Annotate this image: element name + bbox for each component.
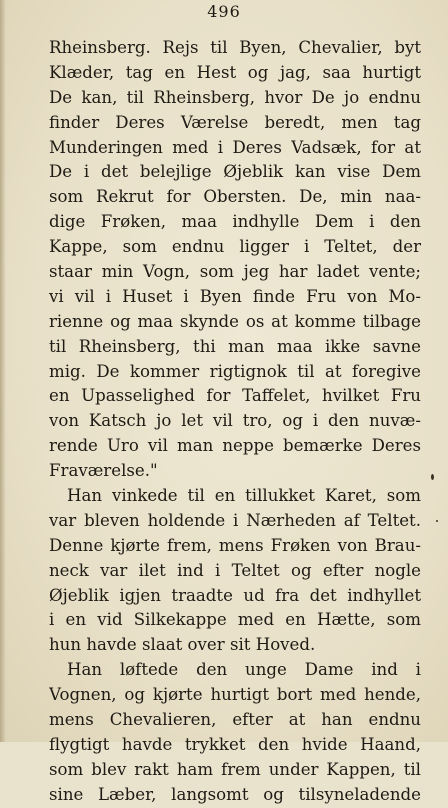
text-line: Han vinkede til en tillukket Karet, som bbox=[67, 486, 421, 506]
text-line: rende Uro vil man neppe bemærke Deres bbox=[49, 436, 421, 456]
text-line: rienne og maa skynde os at komme tilbage bbox=[49, 311, 421, 331]
page-number: 496 bbox=[207, 2, 241, 21]
text-line: Rheinsberg. Rejs til Byen, Chevalier, byt bbox=[49, 38, 421, 57]
text-line: vi vil i Huset i Byen finde Fru von Mo- bbox=[49, 286, 421, 306]
text-line: Vognen, og kjørte hurtigt bort med hende, bbox=[49, 685, 421, 705]
text-line: Klæder, tag en Hest og jag, saa hurtigt bbox=[49, 62, 421, 82]
text-line: neck var ilet ind i Teltet og efter nogle bbox=[49, 560, 421, 580]
text-line: var bleven holdende i Nærheden af Teltet. bbox=[49, 510, 421, 530]
text-line: som Rekrut for Obersten. De, min naa- bbox=[49, 187, 421, 207]
text-line: som blev rakt ham frem under Kappen, til bbox=[49, 759, 421, 779]
text-line: til Rheinsberg, thi man maa ikke savne bbox=[49, 336, 421, 356]
text-line: sine Læber, langsomt og tilsyneladende bbox=[49, 784, 421, 804]
text-line: finder Deres Værelse beredt, men tag bbox=[49, 112, 421, 132]
text-line: De kan, til Rheinsberg, hvor De jo endnu bbox=[49, 87, 421, 107]
text-line: Øjeblik igjen traadte ud fra det indhyllet bbox=[49, 585, 421, 605]
text-line: Kappe, som endnu ligger i Teltet, der bbox=[49, 237, 421, 257]
text-line: Fraværelse." bbox=[49, 461, 158, 481]
body-text bbox=[49, 36, 421, 808]
text-line: dige Frøken, maa indhylle Dem i den bbox=[49, 212, 421, 232]
text-line: Han løftede den unge Dame ind i bbox=[67, 660, 421, 680]
text-line: von Katsch jo let vil tro, og i den nuvæ- bbox=[49, 411, 421, 431]
text-line: mens Chevalieren, efter at han endnu bbox=[49, 710, 421, 730]
text-line: hun havde slaat over sit Hoved. bbox=[49, 635, 316, 655]
text-line: staar min Vogn, som jeg har ladet vente; bbox=[49, 262, 421, 282]
text-line: mig. De kommer rigtignok til at foregive bbox=[49, 361, 421, 381]
text-line: flygtigt havde trykket den hvide Haand, bbox=[49, 734, 421, 754]
text-line: De i det belejlige Øjeblik kan vise Dem bbox=[49, 162, 421, 182]
page-edge-shadow bbox=[0, 0, 6, 742]
text-line: Munderingen med i Deres Vadsæk, for at bbox=[49, 137, 421, 157]
text-line: i en vid Silkekappe med en Hætte, som bbox=[49, 610, 421, 630]
text-line: Denne kjørte frem, mens Frøken von Brau- bbox=[49, 535, 421, 555]
text-line: en Upasselighed for Taffelet, hvilket Fru bbox=[49, 386, 421, 406]
